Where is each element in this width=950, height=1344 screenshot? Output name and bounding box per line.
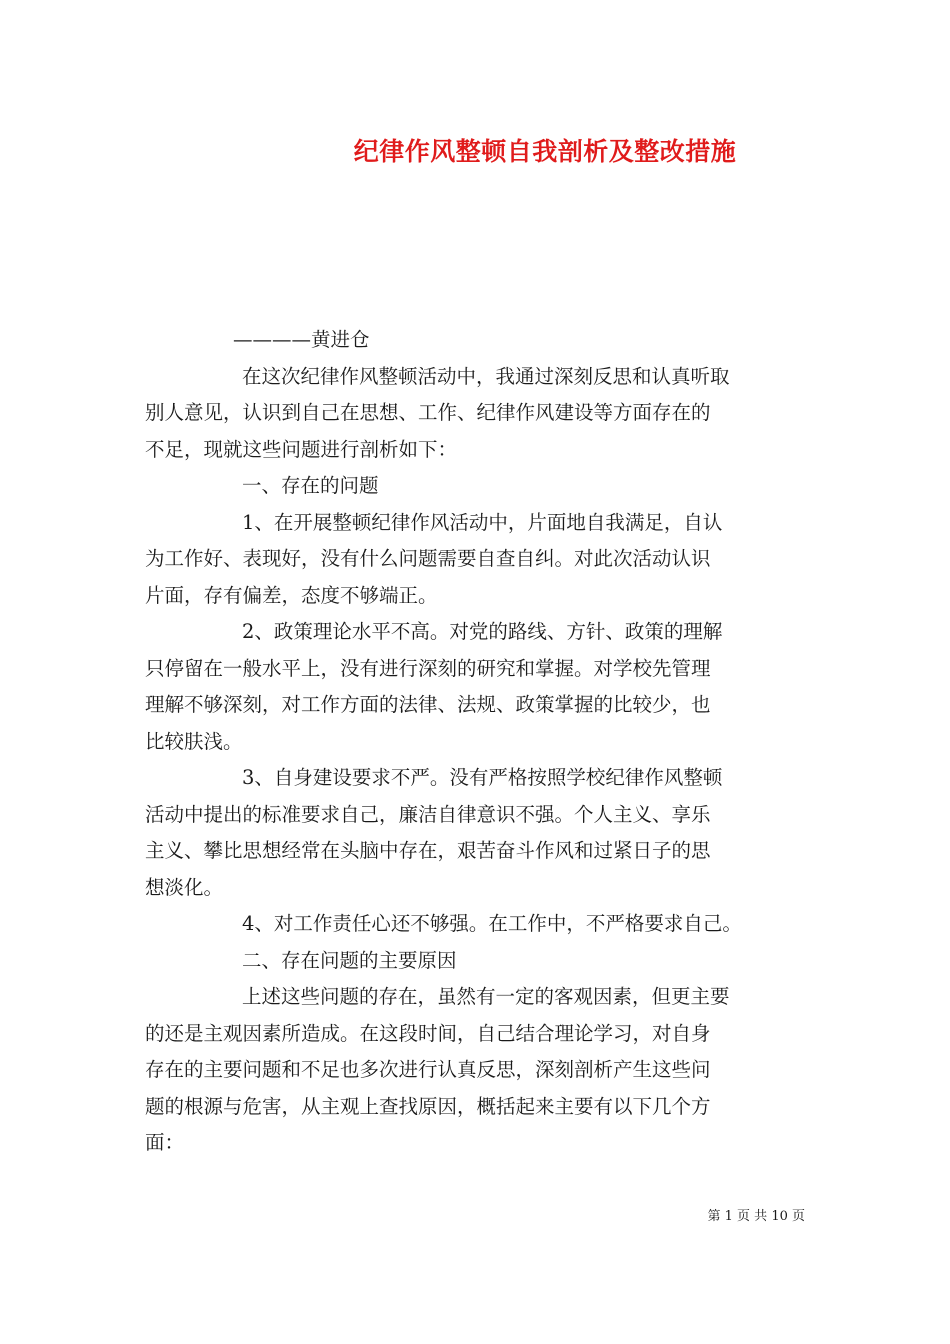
page-footer: 第 1 页 共 10 页: [707, 1209, 805, 1224]
document-body: [145, 322, 810, 1162]
paragraph-line: 在这次纪律作风整顿活动中，我通过深刻反思和认真听取: [242, 364, 730, 388]
paragraph-line: 面：: [145, 1131, 185, 1154]
paragraph-line: 片面，存有偏差，态度不够端正。: [145, 583, 438, 607]
paragraph-line: 3、自身建设要求不严。没有严格按照学校纪律作风整顿: [242, 766, 723, 789]
paragraph-line: 比较肤浅。: [145, 729, 243, 753]
paragraph-line: 别人意见，认识到自己在思想、工作、纪律作风建设等方面存在的: [145, 401, 711, 424]
section-heading: 一、存在的问题: [242, 474, 379, 497]
paragraph-line: 4、对工作责任心还不够强。在工作中，不严格要求自己。: [242, 912, 742, 935]
paragraph-line: 活动中提出的标准要求自己，廉洁自律意识不强。个人主义、享乐: [145, 802, 711, 826]
paragraph-line: 的还是主观因素所造成。在这段时间，自己结合理论学习，对自身: [145, 1021, 711, 1045]
paragraph-line: 理解不够深刻，对工作方面的法律、法规、政策掌握的比较少，也: [145, 693, 711, 716]
paragraph-line: 只停留在一般水平上，没有进行深刻的研究和掌握。对学校先管理: [145, 656, 711, 680]
paragraph-line: 主义、攀比思想经常在头脑中存在，艰苦奋斗作风和过紧日子的思: [145, 839, 711, 862]
section-heading: 二、存在问题的主要原因: [242, 948, 457, 972]
paragraph-line: 存在的主要问题和不足也多次进行认真反思，深刻剖析产生这些问: [145, 1058, 711, 1081]
paragraph-line: 题的根源与危害，从主观上查找原因，概括起来主要有以下几个方: [145, 1094, 711, 1118]
paragraph-line: 想淡化。: [145, 875, 224, 899]
paragraph-line: 为工作好、表现好，没有什么问题需要自查自纠。对此次活动认识: [145, 547, 711, 570]
document-title: 纪律作风整顿自我剖析及整改措施: [353, 137, 737, 166]
paragraph-line: 上述这些问题的存在，虽然有一定的客观因素，但更主要: [242, 985, 730, 1008]
author-line: ————黄进仓: [233, 328, 370, 351]
paragraph-line: 2、政策理论水平不高。对党的路线、方针、政策的理解: [242, 620, 723, 643]
paragraph-line: 1、在开展整顿纪律作风活动中，片面地自我满足，自认: [242, 510, 723, 534]
paragraph-line: 不足，现就这些问题进行剖析如下：: [145, 437, 458, 461]
